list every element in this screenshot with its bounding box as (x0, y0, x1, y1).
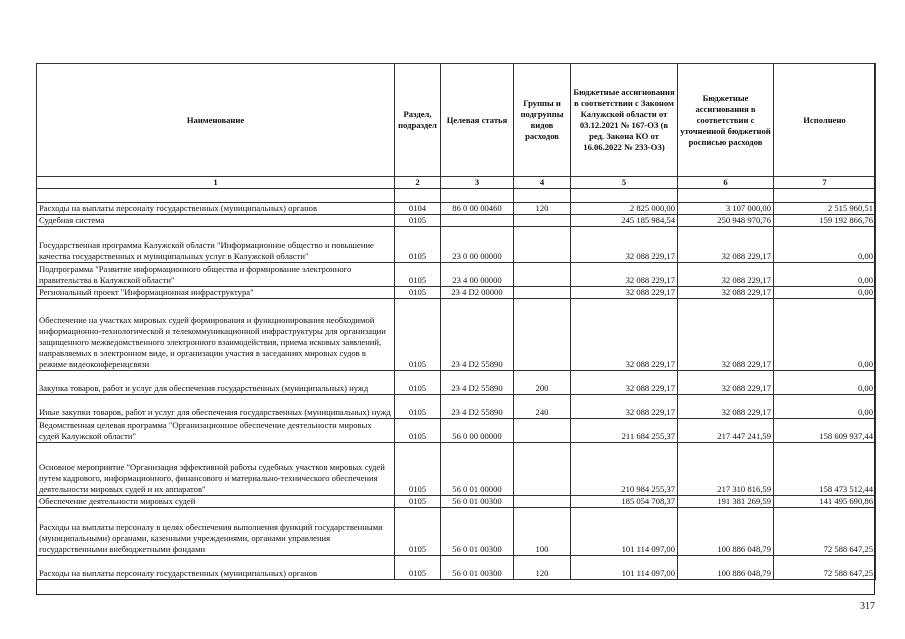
row-executed: 0,00 (774, 371, 876, 395)
header-law-allocation: Бюджетные ассигнования в соответствии с Законом Калужской области от 03.12.2021 № 167-ОЗ (в ред. Закона КО от 16.06.2022 № 233-ОЗ) (571, 64, 678, 177)
row-executed: 141 495 690,86 (774, 496, 876, 508)
row-target: 23 4 00 00000 (441, 263, 514, 287)
row-target: 56 0 00 00000 (441, 419, 514, 443)
row-group (514, 263, 571, 287)
row-name: Закупка товаров, работ и услуг для обеспечения государственных (муниципальных) нужд (37, 371, 395, 395)
row-refined-allocation: 100 886 048,79 (678, 556, 774, 580)
table-row (37, 395, 876, 419)
row-name: Обеспечение деятельности мировых судей (37, 496, 395, 508)
row-name: Расходы на выплаты персоналу государственных (муниципальных) органов (37, 203, 395, 215)
row-executed: 72 588 647,25 (774, 508, 876, 556)
column-number: 1 (37, 177, 395, 189)
table-row (37, 443, 876, 496)
row-law-allocation: 32 088 229,17 (571, 395, 678, 419)
row-law-allocation: 211 684 255,37 (571, 419, 678, 443)
row-section: 0105 (395, 508, 441, 556)
row-section: 0104 (395, 203, 441, 215)
row-refined-allocation: 217 310 816,59 (678, 443, 774, 496)
table-row (37, 419, 876, 443)
row-name: Обеспечение на участках мировых судей формирования и функционирования необходимой информационно-технологической и телекоммуникационной инфраструктуры для организации защищенного межведомственного электронного взаимодействия, приема исковых заявлений, направляемых в электронном виде, и организации участия в заседаниях мировых судов в режиме видеоконференцсвязи (37, 299, 395, 371)
row-group: 240 (514, 395, 571, 419)
row-name: Судебная система (37, 215, 395, 227)
row-target: 23 4 D2 00000 (441, 287, 514, 299)
row-target: 23 4 D2 55890 (441, 299, 514, 371)
row-section: 0105 (395, 419, 441, 443)
row-refined-allocation: 100 886 048,79 (678, 508, 774, 556)
table-row (37, 371, 876, 395)
column-number: 5 (571, 177, 678, 189)
row-refined-allocation: 191 381 269,59 (678, 496, 774, 508)
row-target: 23 4 D2 55890 (441, 395, 514, 419)
table-row (37, 263, 876, 287)
row-name: Основное мероприятие "Организация эффективной работы судебных участков мировых судей путем кадрового, информационного, финансового и материально-технического обеспечения деятельности мировых судей и их аппаратов" (37, 443, 395, 496)
header-target: Целевая статья (441, 64, 514, 177)
row-law-allocation: 32 088 229,17 (571, 287, 678, 299)
table-row (37, 227, 876, 263)
row-name: Государственная программа Калужской области "Информационное общество и повышение качества государственных и муниципальных услуг в Калужской области" (37, 227, 395, 263)
row-group (514, 419, 571, 443)
row-law-allocation: 32 088 229,17 (571, 371, 678, 395)
row-section: 0105 (395, 556, 441, 580)
column-number: 3 (441, 177, 514, 189)
table-row (37, 299, 876, 371)
column-number-row (37, 177, 876, 189)
row-section: 0105 (395, 263, 441, 287)
row-section: 0105 (395, 299, 441, 371)
row-group (514, 443, 571, 496)
row-law-allocation: 32 088 229,17 (571, 263, 678, 287)
row-group: 120 (514, 556, 571, 580)
row-target: 23 0 00 00000 (441, 227, 514, 263)
row-law-allocation: 245 185 984,54 (571, 215, 678, 227)
row-section: 0105 (395, 496, 441, 508)
row-law-allocation: 101 114 097,00 (571, 508, 678, 556)
table-row (37, 215, 876, 227)
row-name: Региональный проект "Информационная инфраструктура" (37, 287, 395, 299)
row-executed: 0,00 (774, 263, 876, 287)
row-law-allocation: 210 984 255,37 (571, 443, 678, 496)
row-target (441, 215, 514, 227)
row-target: 23 4 D2 55890 (441, 371, 514, 395)
row-group (514, 227, 571, 263)
row-group: 200 (514, 371, 571, 395)
row-name: Подпрограмма "Развитие информационного общества и формирование электронного правительства в Калужской области" (37, 263, 395, 287)
table-row (37, 287, 876, 299)
row-name: Расходы на выплаты персоналу государственных (муниципальных) органов (37, 556, 395, 580)
row-section: 0105 (395, 371, 441, 395)
table-row (37, 508, 876, 556)
row-executed: 72 588 647,25 (774, 556, 876, 580)
row-law-allocation: 2 825 000,00 (571, 203, 678, 215)
header-refined-allocation: Бюджетные ассигнования в соответствии с уточненной бюджетной росписью расходов (678, 64, 774, 177)
row-refined-allocation: 250 948 970,76 (678, 215, 774, 227)
row-refined-allocation: 32 088 229,17 (678, 299, 774, 371)
table-row (37, 203, 876, 215)
row-refined-allocation: 32 088 229,17 (678, 371, 774, 395)
row-group (514, 215, 571, 227)
page-number: 317 (860, 601, 875, 612)
row-section: 0105 (395, 227, 441, 263)
row-target: 56 0 01 00300 (441, 496, 514, 508)
row-refined-allocation: 32 088 229,17 (678, 287, 774, 299)
row-section: 0105 (395, 215, 441, 227)
row-target: 56 0 01 00000 (441, 443, 514, 496)
row-refined-allocation: 217 447 241,59 (678, 419, 774, 443)
row-section: 0105 (395, 395, 441, 419)
column-number: 2 (395, 177, 441, 189)
row-group (514, 496, 571, 508)
row-executed: 0,00 (774, 299, 876, 371)
header-executed: Исполнено (774, 64, 876, 177)
header-name: Наименование (37, 64, 395, 177)
row-executed: 0,00 (774, 227, 876, 263)
row-target: 56 0 01 00300 (441, 556, 514, 580)
spacer-row (37, 189, 876, 203)
row-refined-allocation: 32 088 229,17 (678, 263, 774, 287)
table-row (37, 556, 876, 580)
row-group: 100 (514, 508, 571, 556)
row-name: Ведомственная целевая программа "Организационное обеспечение деятельности мировых судей Калужской области" (37, 419, 395, 443)
row-refined-allocation: 3 107 000,00 (678, 203, 774, 215)
budget-table (36, 63, 876, 580)
row-refined-allocation: 32 088 229,17 (678, 395, 774, 419)
row-executed: 158 473 512,44 (774, 443, 876, 496)
row-group (514, 287, 571, 299)
row-refined-allocation: 32 088 229,17 (678, 227, 774, 263)
column-number: 6 (678, 177, 774, 189)
row-executed: 159 192 866,76 (774, 215, 876, 227)
row-law-allocation: 32 088 229,17 (571, 299, 678, 371)
column-number: 7 (774, 177, 876, 189)
row-executed: 0,00 (774, 395, 876, 419)
row-executed: 158 609 937,44 (774, 419, 876, 443)
row-name: Иные закупки товаров, работ и услуг для обеспечения государственных (муниципальных) нужд (37, 395, 395, 419)
row-law-allocation: 101 114 097,00 (571, 556, 678, 580)
column-number: 4 (514, 177, 571, 189)
table-row (37, 496, 876, 508)
header-section: Раздел, подраздел (395, 64, 441, 177)
row-target: 86 0 00 00460 (441, 203, 514, 215)
row-law-allocation: 32 088 229,17 (571, 227, 678, 263)
header-row (37, 64, 876, 177)
header-groups: Группы и подгруппы видов расходов (514, 64, 571, 177)
row-group (514, 299, 571, 371)
row-section: 0105 (395, 443, 441, 496)
row-executed: 2 515 960,51 (774, 203, 876, 215)
row-target: 56 0 01 00300 (441, 508, 514, 556)
row-name: Расходы на выплаты персоналу в целях обеспечения выполнения функций государственными (муниципальными) органами, казенными учреждениями, органами управления государственными внебюджетными фондами (37, 508, 395, 556)
row-group: 120 (514, 203, 571, 215)
row-law-allocation: 185 054 708,37 (571, 496, 678, 508)
row-section: 0105 (395, 287, 441, 299)
row-executed: 0,00 (774, 287, 876, 299)
